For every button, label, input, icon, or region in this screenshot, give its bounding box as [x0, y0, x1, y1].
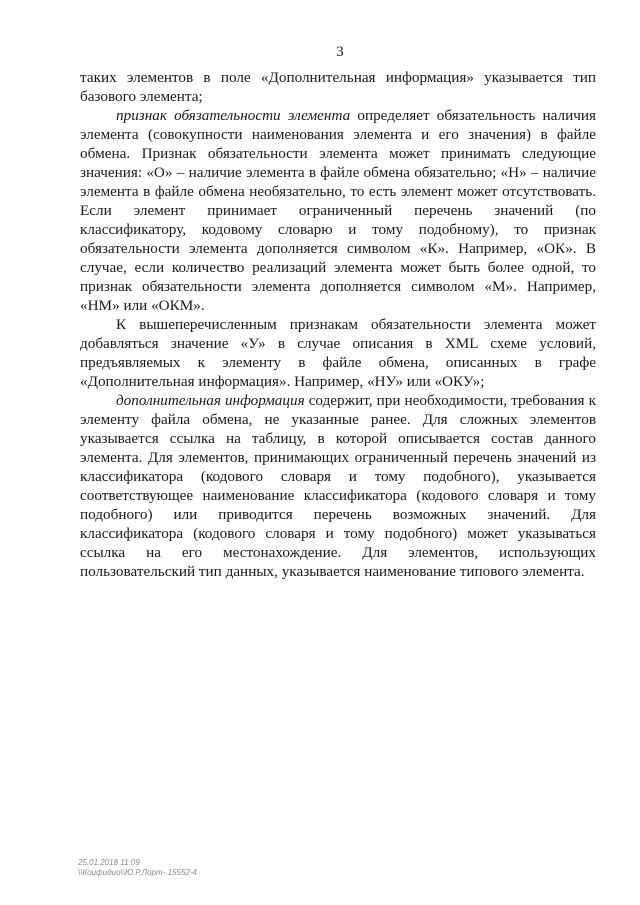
- defined-term: дополнительная информация: [116, 392, 305, 409]
- print-stamp-path: \\Коифидио\\Ю.Р.Лорт-.15552-4: [78, 868, 197, 877]
- print-stamp-date: 25.01.2018 11:09: [78, 858, 140, 867]
- page-number: 3: [336, 44, 344, 60]
- paragraph-additional-values: [80, 315, 596, 391]
- paragraph-continuation: [80, 68, 596, 106]
- paragraph-text: содержит, при необходимости, требования к элементу файла обмена, не указанные ранее. Для сложных элементов указывается ссылка на таблицу, в которой описывается состав данного элемента. Для элементов, принимающих ограниченный перечень значений из классификатора (кодового словаря и тому подобного), указывается соответствующее наименование классификатора (кодового словаря и тому подобного) или приводится перечень возможных значений. Для классификатора (кодового словаря и тому подобного) может указываться ссылка на его местонахождение. Для элементов, использующих пользовательский тип данных, указывается наименование типового элемента.: [80, 392, 596, 580]
- paragraph-text: К вышеперечисленным признакам обязательности элемента может добавляться значение «У» в случае описания в XML схеме условий, предъявляемых к элементу в файле обмена, описанных в графе «Дополнительная информация». Например, «НУ» или «ОКУ»;: [80, 316, 596, 390]
- paragraph-additional-information: [80, 391, 596, 581]
- document-body: [80, 68, 596, 581]
- paragraph-text: определяет обязательность наличия элемента (совокупности наименования элемента и его значения) в файле обмена. Признак обязательности элемента может принимать следующие значения: «О» – наличие элемента в файле обмена обязательно; «Н» – наличие элемента в файле обмена необязательно, то есть элемент может отсутствовать. Если элемент принимает ограниченный перечень значений (по классификатору, кодовому словарю и тому подобному), то признак обязательности элемента дополняется символом «К». Например, «ОК». В случае, если количество реализаций элемента может быть более одной, то признак обязательности элемента дополняется символом «М». Например, «НМ» или «ОКМ».: [80, 107, 596, 314]
- defined-term: признак обязательности элемента: [116, 107, 351, 124]
- print-stamp: [78, 858, 197, 878]
- paragraph-text: таких элементов в поле «Дополнительная информация» указывается тип базового элемента;: [80, 69, 596, 105]
- paragraph-mandatory-attribute: [80, 106, 596, 315]
